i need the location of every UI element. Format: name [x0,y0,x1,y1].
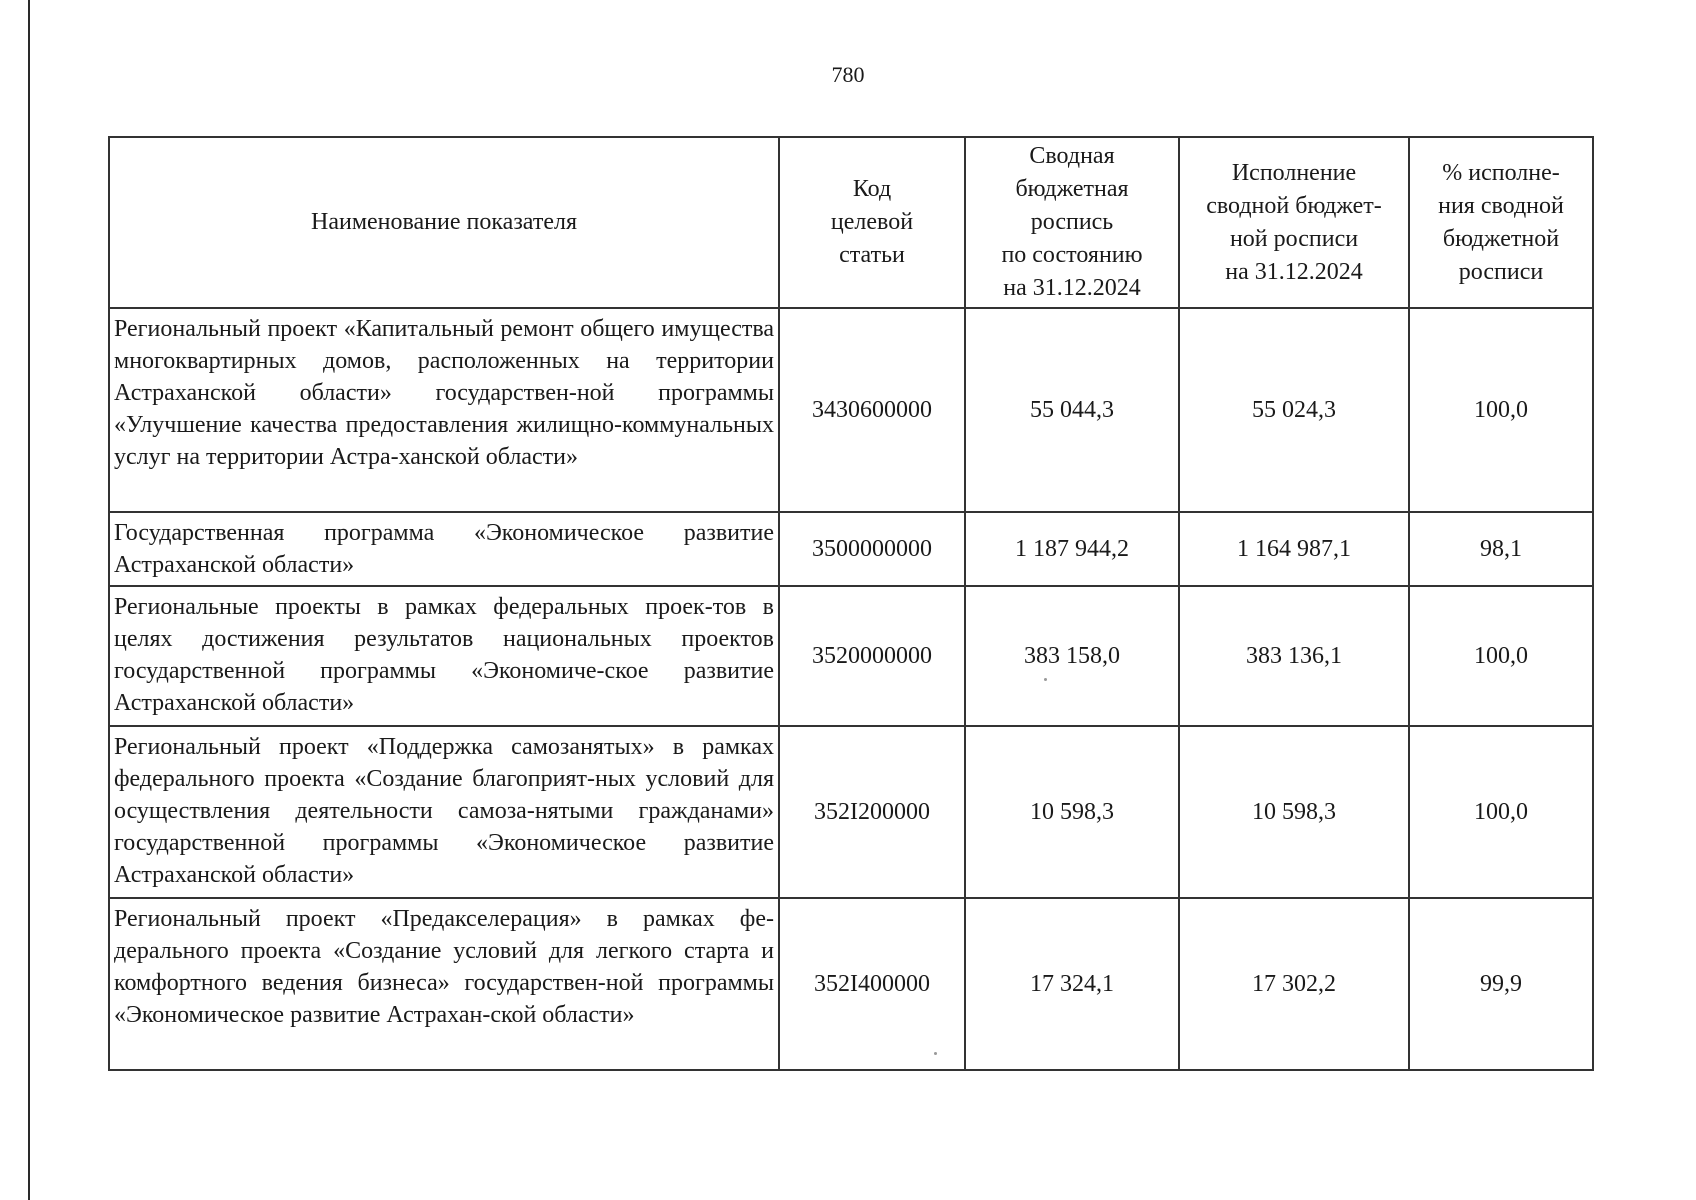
table-row [109,898,1593,1070]
header-line: по состоянию [1001,242,1143,268]
header-line: целевой [830,209,914,235]
target-code-cell: 3430600000 [779,308,965,512]
budget-plan-cell: 1 187 944,2 [965,512,1179,586]
header-line: на 31.12.2024 [1225,258,1363,285]
header-line: ния сводной [1438,192,1564,219]
indicator-name-cell: Региональный проект «Поддержка самозанятых» в рамках федерального проекта «Создание благоприят-ных условий для осуществления деятельности самоза-нятыми гражданами» государственной программы «Экономическое развитие Астраханской области» [109,726,779,898]
execution-percent-cell: 99,9 [1409,898,1593,1070]
header-line: % исполне- [1442,159,1560,186]
budget-execution-cell: 1 164 987,1 [1179,512,1409,586]
indicator-name-cell: Государственная программа «Экономическое развитие Астраханской области» [109,512,779,586]
header-line: на 31.12.2024 [1003,275,1141,301]
target-code-cell: 3520000000 [779,586,965,726]
table-row [109,512,1593,586]
header-line: роспись [1030,209,1114,235]
header-line: статьи [839,242,905,268]
budget-plan-cell: 383 158,0 [965,586,1179,726]
header-line: сводной бюджет- [1206,192,1382,219]
scan-speck [934,1052,937,1055]
header-line: Сводная [1029,143,1115,169]
target-code-cell: 3500000000 [779,512,965,586]
table-row [109,308,1593,512]
header-budget-execution [1179,137,1409,308]
budget-plan-cell: 10 598,3 [965,726,1179,898]
target-code-cell: 352I200000 [779,726,965,898]
header-line: росписи [1458,258,1544,285]
budget-execution-cell: 383 136,1 [1179,586,1409,726]
table-row [109,726,1593,898]
table-header-row [109,137,1593,308]
header-execution-percent [1409,137,1593,308]
indicator-name-cell: Региональные проекты в рамках федеральных проек-тов в целях достижения результатов национальных проектов государственной программы «Экономиче-ское развитие Астраханской области» [109,586,779,726]
header-indicator-name: Наименование показателя [109,137,779,308]
execution-percent-cell: 100,0 [1409,726,1593,898]
header-budget-plan [965,137,1179,308]
budget-execution-table [108,136,1594,1071]
header-line: Исполнение [1231,159,1357,186]
indicator-name-cell: Региональный проект «Капитальный ремонт общего имущества многоквартирных домов, расположенных на территории Астраханской области» государствен-ной программы «Улучшение качества предоставления жилищно-коммунальных услуг на территории Астра-ханской области» [109,308,779,512]
header-line: бюджетной [1442,225,1560,252]
target-code-cell: 352I400000 [779,898,965,1070]
budget-execution-cell: 10 598,3 [1179,726,1409,898]
execution-percent-cell: 100,0 [1409,308,1593,512]
execution-percent-cell: 98,1 [1409,512,1593,586]
execution-percent-cell: 100,0 [1409,586,1593,726]
header-line: ной росписи [1229,225,1359,252]
budget-plan-cell: 55 044,3 [965,308,1179,512]
scan-edge-line [28,0,30,1200]
table-row [109,586,1593,726]
header-target-code [779,137,965,308]
header-line: Код [852,176,892,202]
budget-execution-cell: 55 024,3 [1179,308,1409,512]
scan-speck [1044,678,1047,681]
header-line: бюджетная [1015,176,1129,202]
budget-plan-cell: 17 324,1 [965,898,1179,1070]
indicator-name-cell: Региональный проект «Предакселерация» в рамках фе-дерального проекта «Создание условий для легкого старта и комфортного ведения бизнеса» государствен-ной программы «Экономическое развитие Астрахан-ской области» [109,898,779,1070]
page-number: 780 [831,62,865,87]
budget-execution-cell: 17 302,2 [1179,898,1409,1070]
